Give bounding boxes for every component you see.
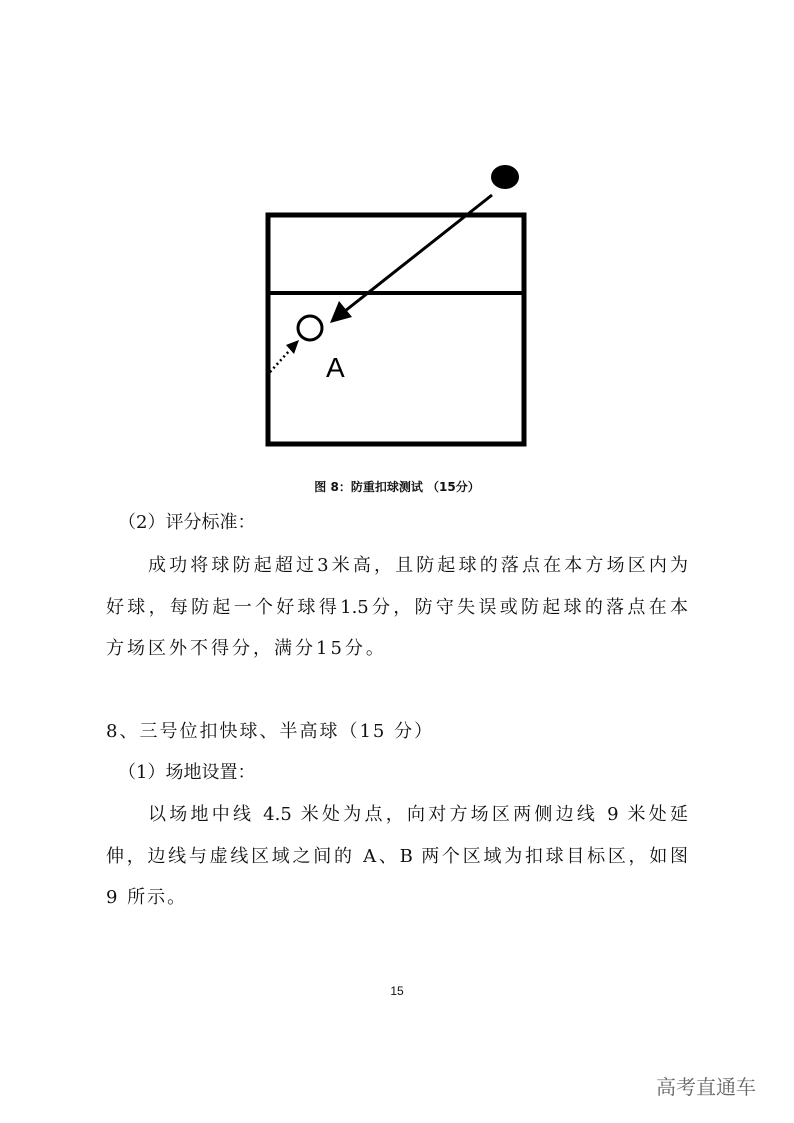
figure-8-diagram — [0, 0, 794, 470]
paragraph-line: 方场区外不得分，满分15分。 — [106, 638, 387, 659]
scoring-heading: （2）评分标准： — [118, 512, 256, 533]
paragraph-line: 9 所示。 — [106, 887, 188, 908]
zone-label-a: A — [326, 352, 345, 383]
section-title: 8、三号位扣快球、半高球（15 分） — [106, 721, 435, 742]
paragraph-line: 成功将球防起超过3米高，且防起球的落点在本方场区内为 — [148, 555, 688, 576]
figure-caption: 图 8：防重扣球测试 （15分） — [314, 480, 480, 494]
venue-heading: （1）场地设置： — [118, 762, 256, 783]
spike-arrowhead — [330, 301, 352, 323]
attacker-ball — [491, 165, 519, 189]
page-number: 15 — [390, 984, 404, 998]
defender-move-dotted — [270, 350, 290, 372]
defender-position — [298, 316, 322, 340]
watermark: 高考直通车 — [656, 1075, 756, 1099]
paragraph-line: 好球，每防起一个好球得1.5分，防守失误或防起球的落点在本 — [106, 597, 688, 618]
paragraph-line: 以场地中线 4.5 米处为点，向对方场区两侧边线 9 米处延 — [148, 804, 688, 825]
paragraph-line: 伸，边线与虚线区域之间的 A、B 两个区域为扣球目标区，如图 — [106, 846, 688, 867]
